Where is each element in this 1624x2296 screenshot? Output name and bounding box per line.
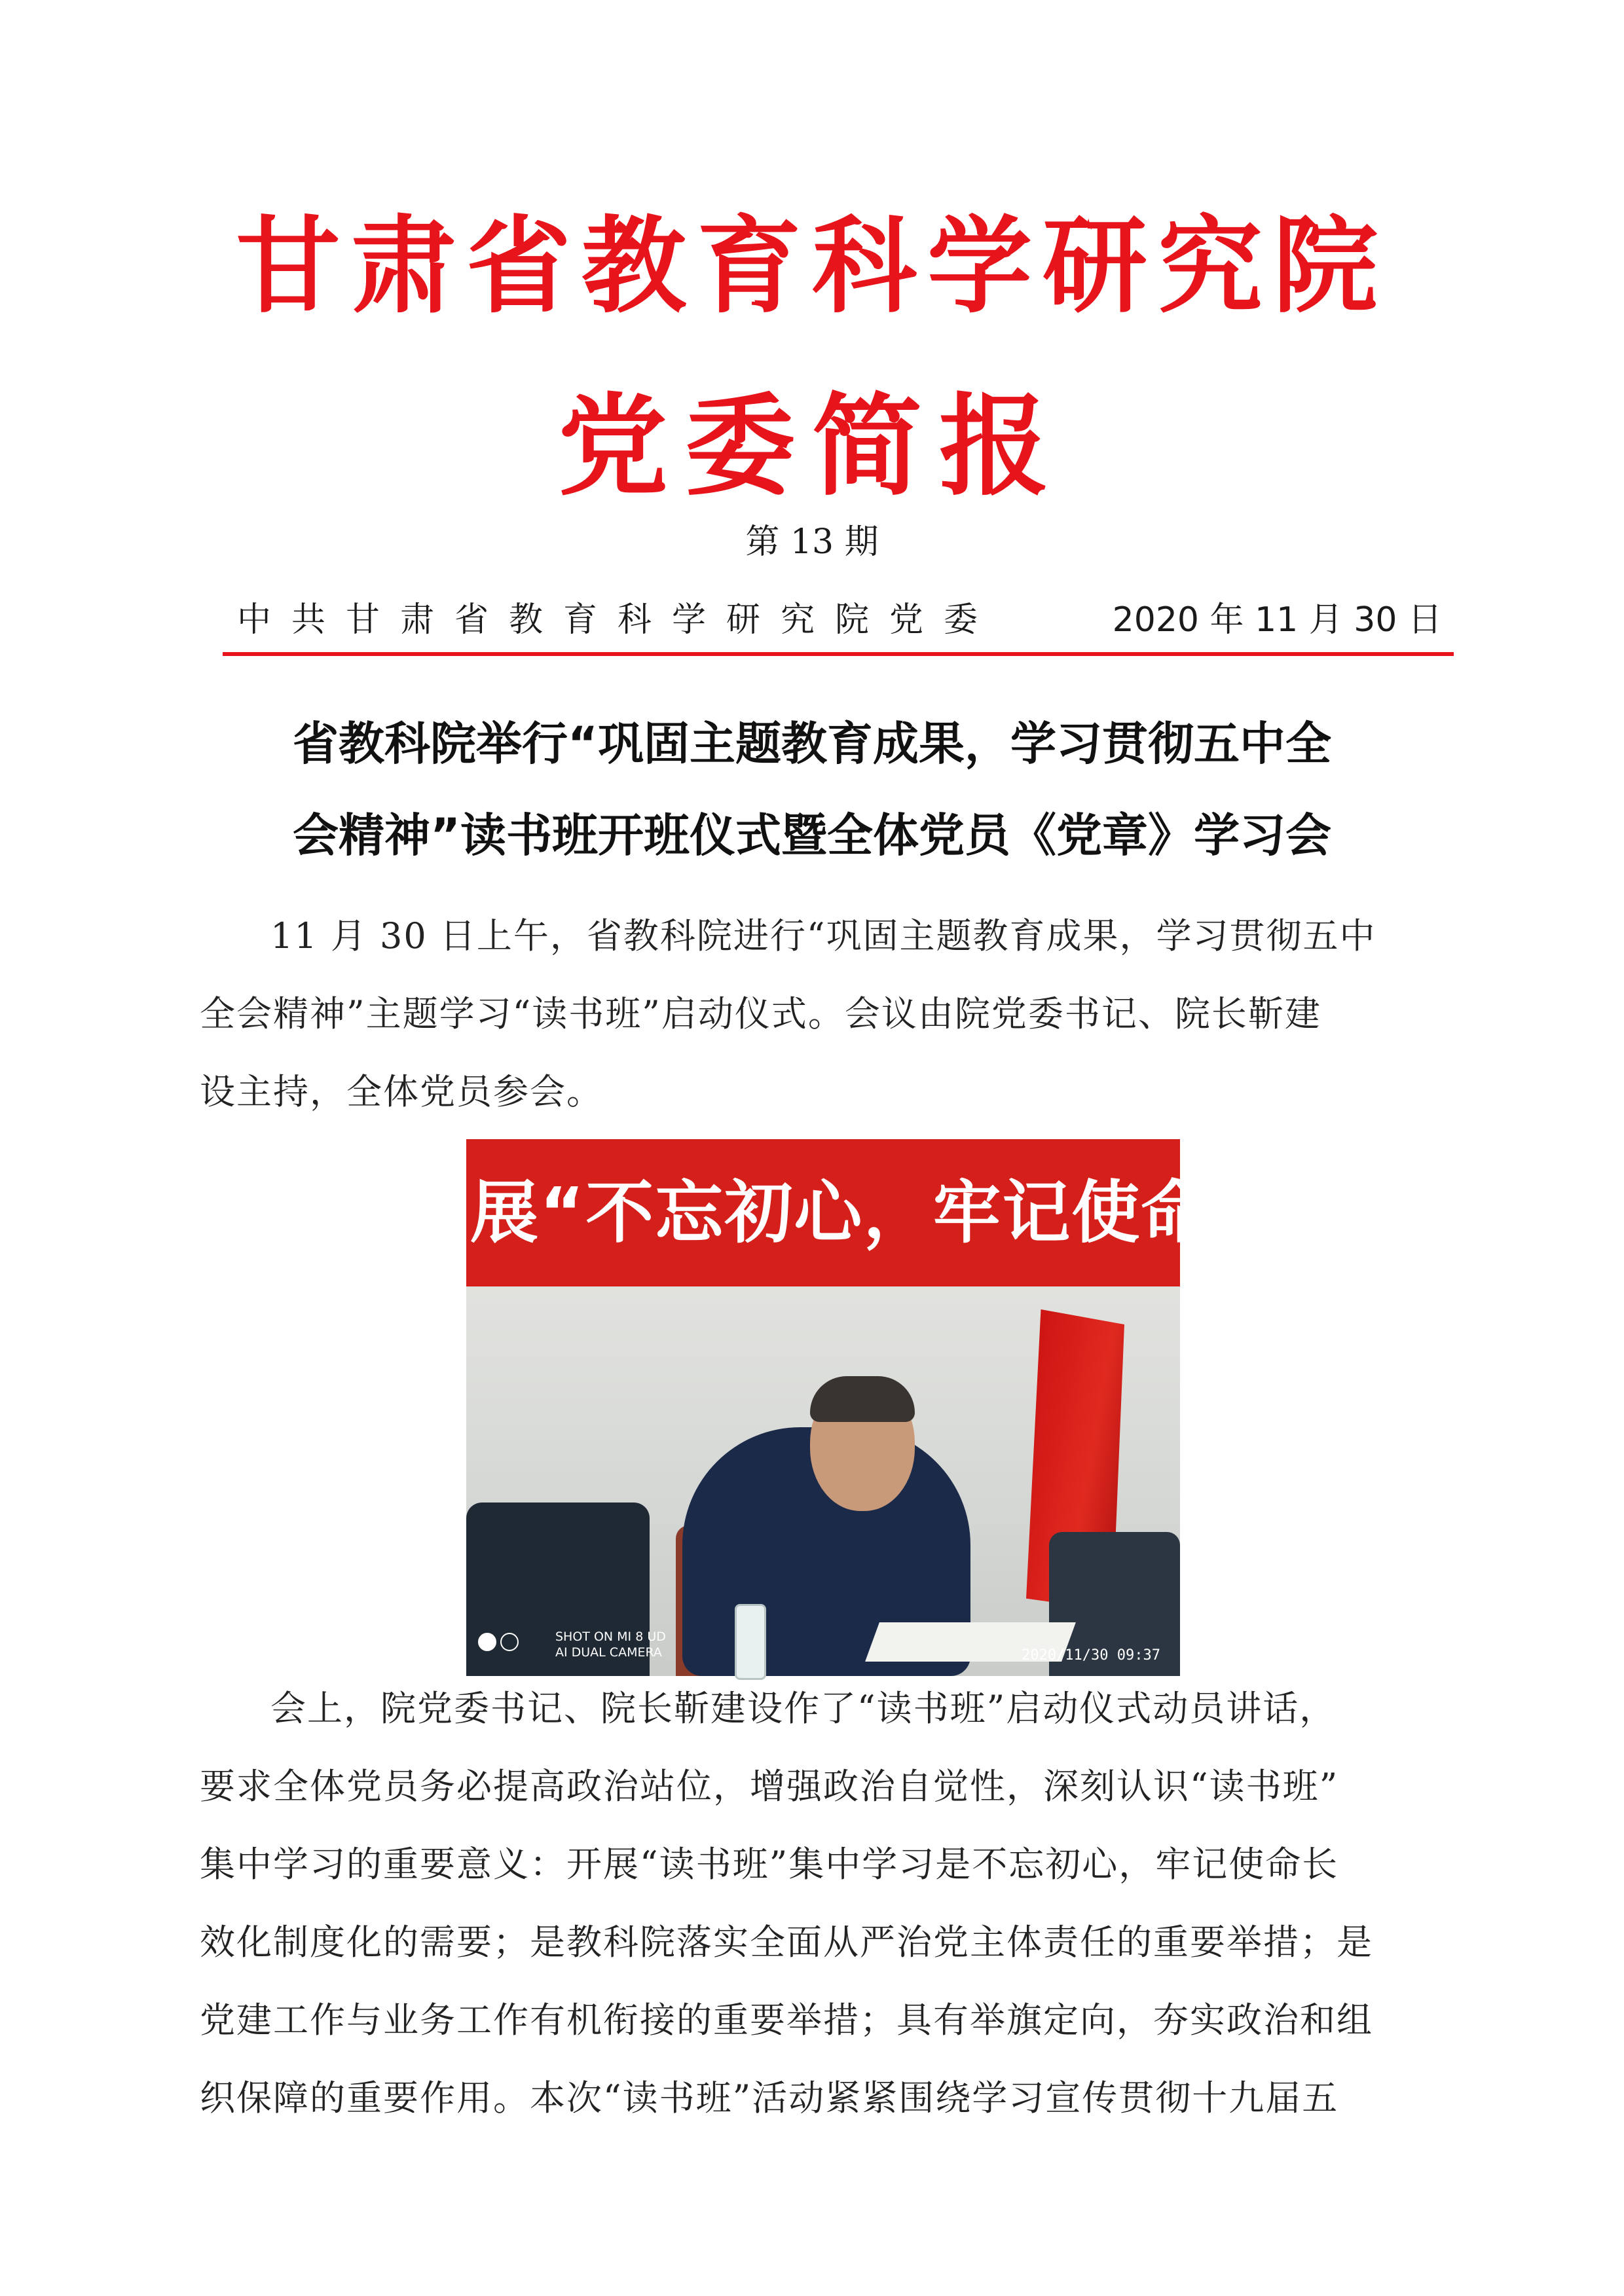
meeting-photo (466, 1139, 1534, 1676)
camera-watermark-line-1: SHOT ON MI 8 UD (555, 1630, 666, 1644)
publish-date: 2020 年 11 月 30 日 (1112, 600, 1442, 640)
article-paragraph-2 (200, 1669, 1424, 2137)
article-headline-line-1: 省教科院举行“巩固主题教育成果，学习贯彻五中全 (292, 717, 1331, 771)
paragraph-line: 效化制度化的需要；是教科院落实全面从严治党主体责任的重要举措；是 (200, 1922, 1373, 1963)
issue-number: 第 13 期 (745, 522, 879, 562)
paragraph-line: 织保障的重要作用。本次“读书班”活动紧紧围绕学习宣传贯彻十九届五 (200, 2077, 1339, 2119)
paragraph-line: 设主持，全体党员参会。 (200, 1071, 603, 1112)
publisher-name: 中共甘肃省教育科学研究院党委 (237, 600, 999, 640)
speaker-hair (810, 1376, 915, 1422)
header-divider (223, 652, 1454, 656)
paragraph-line: 党建工作与业务工作有机衔接的重要举措；具有举旗定向，夯实政治和组 (200, 1999, 1373, 2041)
camera-logo-icon (478, 1633, 524, 1652)
camera-watermark-line-2: AI DUAL CAMERA (555, 1645, 662, 1660)
paragraph-line: 11 月 30 日上午，省教科院进行“巩固主题教育成果，学习贯彻五中 (270, 915, 1376, 957)
water-bottle (735, 1604, 766, 1680)
article-paragraph-1 (200, 897, 1424, 1131)
publisher-row (229, 592, 1447, 644)
paragraph-line: 集中学习的重要意义：开展“读书班”集中学习是不忘初心，牢记使命长 (200, 1844, 1339, 1885)
camera-watermark-text (555, 1629, 666, 1660)
masthead-subtitle: 党委简报 (558, 381, 1066, 511)
article-headline-line-2: 会精神”读书班开班仪式暨全体党员《党章》学习会 (292, 809, 1331, 862)
paragraph-line: 全会精神”主题学习“读书班”启动仪式。会议由院党委书记、院长靳建 (200, 993, 1321, 1034)
paragraph-line: 会上，院党委书记、院长靳建设作了“读书班”启动仪式动员讲话， (270, 1688, 1337, 1729)
photo-timestamp: 2020/11/30 09:37 (1022, 1647, 1160, 1664)
photo-red-banner: 展“不忘初心，牢记使命”主题教育 (466, 1139, 1180, 1286)
masthead-title: 甘肃省教育科学研究院 (235, 204, 1388, 327)
paragraph-line: 要求全体党员务必提高政治站位，增强政治自觉性，深刻认识“读书班” (200, 1766, 1339, 1807)
